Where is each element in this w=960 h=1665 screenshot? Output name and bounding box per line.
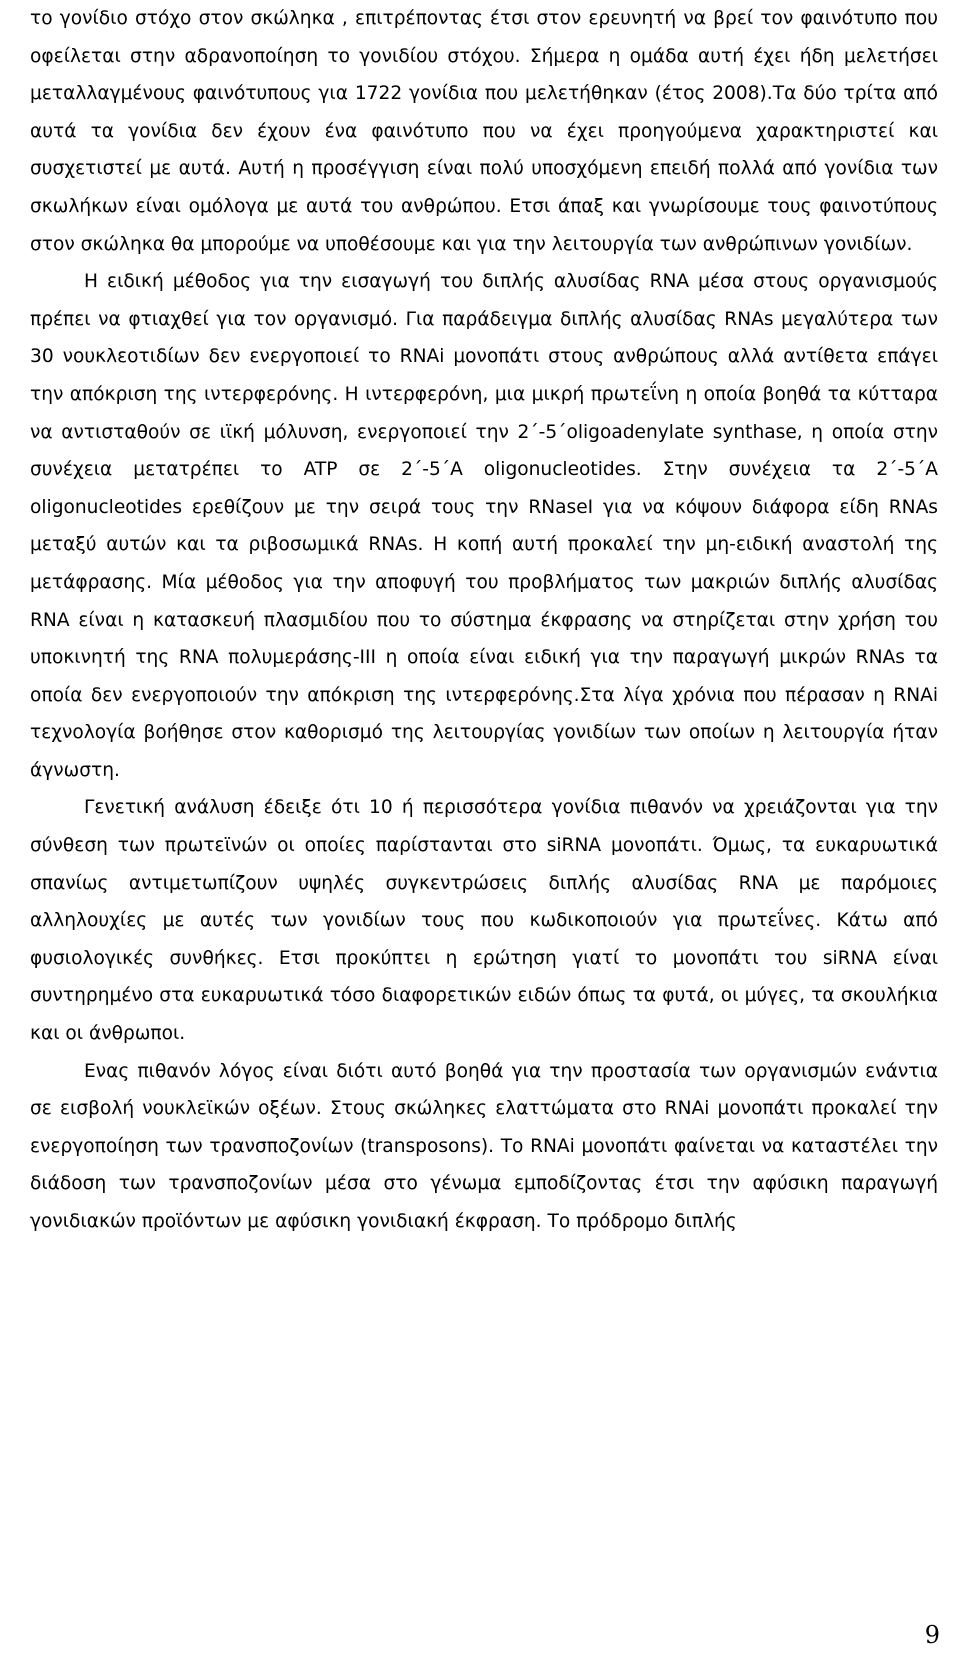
paragraph-1: το γονίδιο στόχο στον σκώληκα , επιτρέποντας έτσι στον ερευνητή να βρεί τον φαινότυπο που οφείλεται στην αδρανοποίηση το γονιδίου στόχου. Σήμερα η ομάδα αυτή έχει ήδη μελετήσει μεταλλαγμένους φαινότυπους για 1722 γονίδια που μελετήθηκαν (έτος 2008).Τα δύο τρίτα από αυτά τα γονίδια δεν έχουν ένα φαινότυπο που να έχει προηγούμενα χαρακτηριστεί και συσχετιστεί με αυτά. Αυτή η προσέγγιση είναι πολύ υποσχόμενη επειδή πολλά από γονίδια των σκωλήκων είναι ομόλογα με αυτά του ανθρώπου. Ετσι άπαξ και γνωρίσουμε τους φαινοτύπους στον σκώληκα θα μπορούμε να υποθέσουμε και για την λειτουργία των ανθρώπινων γονιδίων. [30, 8, 938, 255]
paragraph-2: Η ειδική μέθοδος για την εισαγωγή του διπλής αλυσίδας RNA μέσα στους οργανισμούς πρέπει να φτιαχθεί για τον οργανισμό. Για παράδειγμα διπλής αλυσίδας RNAs μεγαλύτερα των 30 νουκλεοτιδίων δεν ενεργοποιεί το RNAi μονοπάτι στους ανθρώπους αλλά αντίθετα επάγει την απόκριση της ιντερφερόνης. Η ιντερφερόνη, μια μικρή πρωτεΐνη η οποία βοηθά τα κύτταρα να αντισταθούν σε ιϊκή μόλυνση, ενεργοποιεί την 2΄-5΄oligoadenylate synthase, η οποία στην συνέχεια μετατρέπει το ATP σε 2΄-5΄A oligonucleotides. Στην συνέχεια τα 2΄-5΄A oligonucleotides ερεθίζουν με την σειρά τους την RNaseI για να κόψουν διάφορα είδη RNAs μεταξύ αυτών και τα ριβοσωμικά RNAs. Η κοπή αυτή προκαλεί την μη-ειδική αναστολή της μετάφρασης. Μία μέθοδος για την αποφυγή του προβλήματος των μακριών διπλής αλυσίδας RNA είναι η κατασκευή πλασμιδίου που το σύστημα έκφρασης να στηρίζεται στην χρήση του υποκινητή της RNA πολυμεράσης-III η οποία είναι ειδική για την παραγωγή μικρών RNAs τα οποία δεν ενεργοποιούν την απόκριση της ιντερφερόνης.Στα λίγα χρόνια που πέρασαν η RNAi τεχνολογία βοήθησε στον καθορισμό της λειτουργίας γονιδίων των οποίων η λειτουργία ήταν άγνωστη. [30, 271, 938, 781]
page-number: 9 [924, 1621, 940, 1649]
paragraph-4: Ενας πιθανόν λόγος είναι διότι αυτό βοηθά για την προστασία των οργανισμών ενάντια σε εισβολή νουκλεϊκών οξέων. Στους σκώληκες ελαττώματα στο RNAi μονοπάτι προκαλεί την ενεργοποίηση των τρανσποζονίων (transposons). Το RNAi μονοπάτι φαίνεται να καταστέλει την διάδοση των τρανσποζονίων μέσα στο γένωμα εμποδίζοντας έτσι την αφύσικη παραγωγή γονιδιακών προϊόντων με αφύσικη γονιδιακή έκφραση. Το πρόδρομο διπλής [30, 1060, 938, 1232]
paragraph-3: Γενετική ανάλυση έδειξε ότι 10 ή περισσότερα γονίδια πιθανόν να χρειάζονται για την σύνθεση των πρωτεϊνών οι οποίες παρίστανται στο siRNA μονοπάτι. Όμως, τα ευκαρυωτικά σπανίως αντιμετωπίζουν υψηλές συγκεντρώσεις διπλής αλυσίδας RNA με παρόμοιες αλληλουχίες με αυτές των γονιδίων τους που κωδικοποιούν για πρωτεΐνες. Κάτω από φυσιολογικές συνθήκες. Ετσι προκύπτει η ερώτηση γιατί το μονοπάτι του siRNA είναι συντηρημένο στα ευκαρυωτικά τόσο διαφορετικών ειδών όπως τα φυτά, οι μύγες, τα σκουλήκια και οι άνθρωποι. [30, 797, 938, 1045]
body-text [30, 0, 938, 1241]
